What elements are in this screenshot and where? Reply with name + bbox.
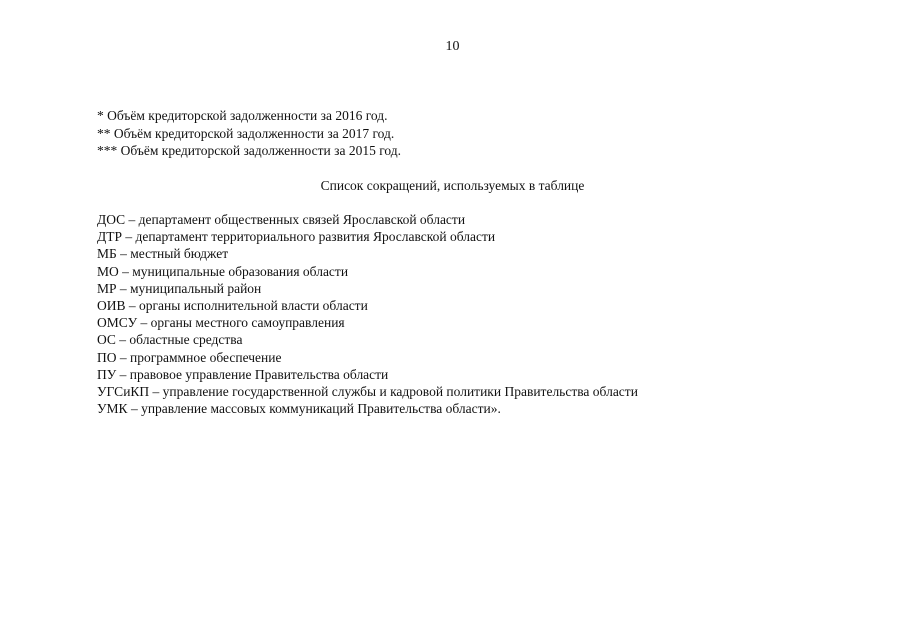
- abbreviation-os: ОС – областные средства: [97, 332, 243, 348]
- abbreviation-pu: ПУ – правовое управление Правительства области: [97, 366, 389, 382]
- abbreviation-oiv: ОИВ – органы исполнительной власти области: [97, 298, 368, 314]
- abbreviation-dtr: ДТР – департамент территориального развития Ярославской области: [97, 229, 496, 245]
- abbreviation-mr: МР – муниципальный район: [97, 280, 262, 296]
- abbreviation-omsu: ОМСУ – органы местного самоуправления: [97, 315, 345, 331]
- abbreviation-dos: ДОС – департамент общественных связей Ярославской области: [97, 212, 466, 227]
- abbreviation-po: ПО – программное обеспечение: [97, 349, 282, 365]
- footnotes: [97, 107, 401, 160]
- abbreviation-ugsikp: УГСиКП – управление государственной службы и кадровой политики Правительства области: [97, 384, 638, 400]
- abbreviation-mo: МО – муниципальные образования области: [97, 263, 349, 279]
- abbreviations-list: [97, 211, 638, 417]
- footnote-2015: *** Объём кредиторской задолженности за 2015 год.: [97, 143, 402, 158]
- footnote-2016: * Объём кредиторской задолженности за 2016 год.: [97, 108, 388, 123]
- page-number: 10: [445, 39, 460, 54]
- footnote-2017: ** Объём кредиторской задолженности за 2017 год.: [97, 125, 395, 141]
- abbreviation-umk: УМК – управление массовых коммуникаций Правительства области».: [97, 401, 501, 417]
- abbreviations-title: Список сокращений, используемых в таблице: [320, 178, 585, 193]
- abbreviation-mb: МБ – местный бюджет: [97, 246, 229, 262]
